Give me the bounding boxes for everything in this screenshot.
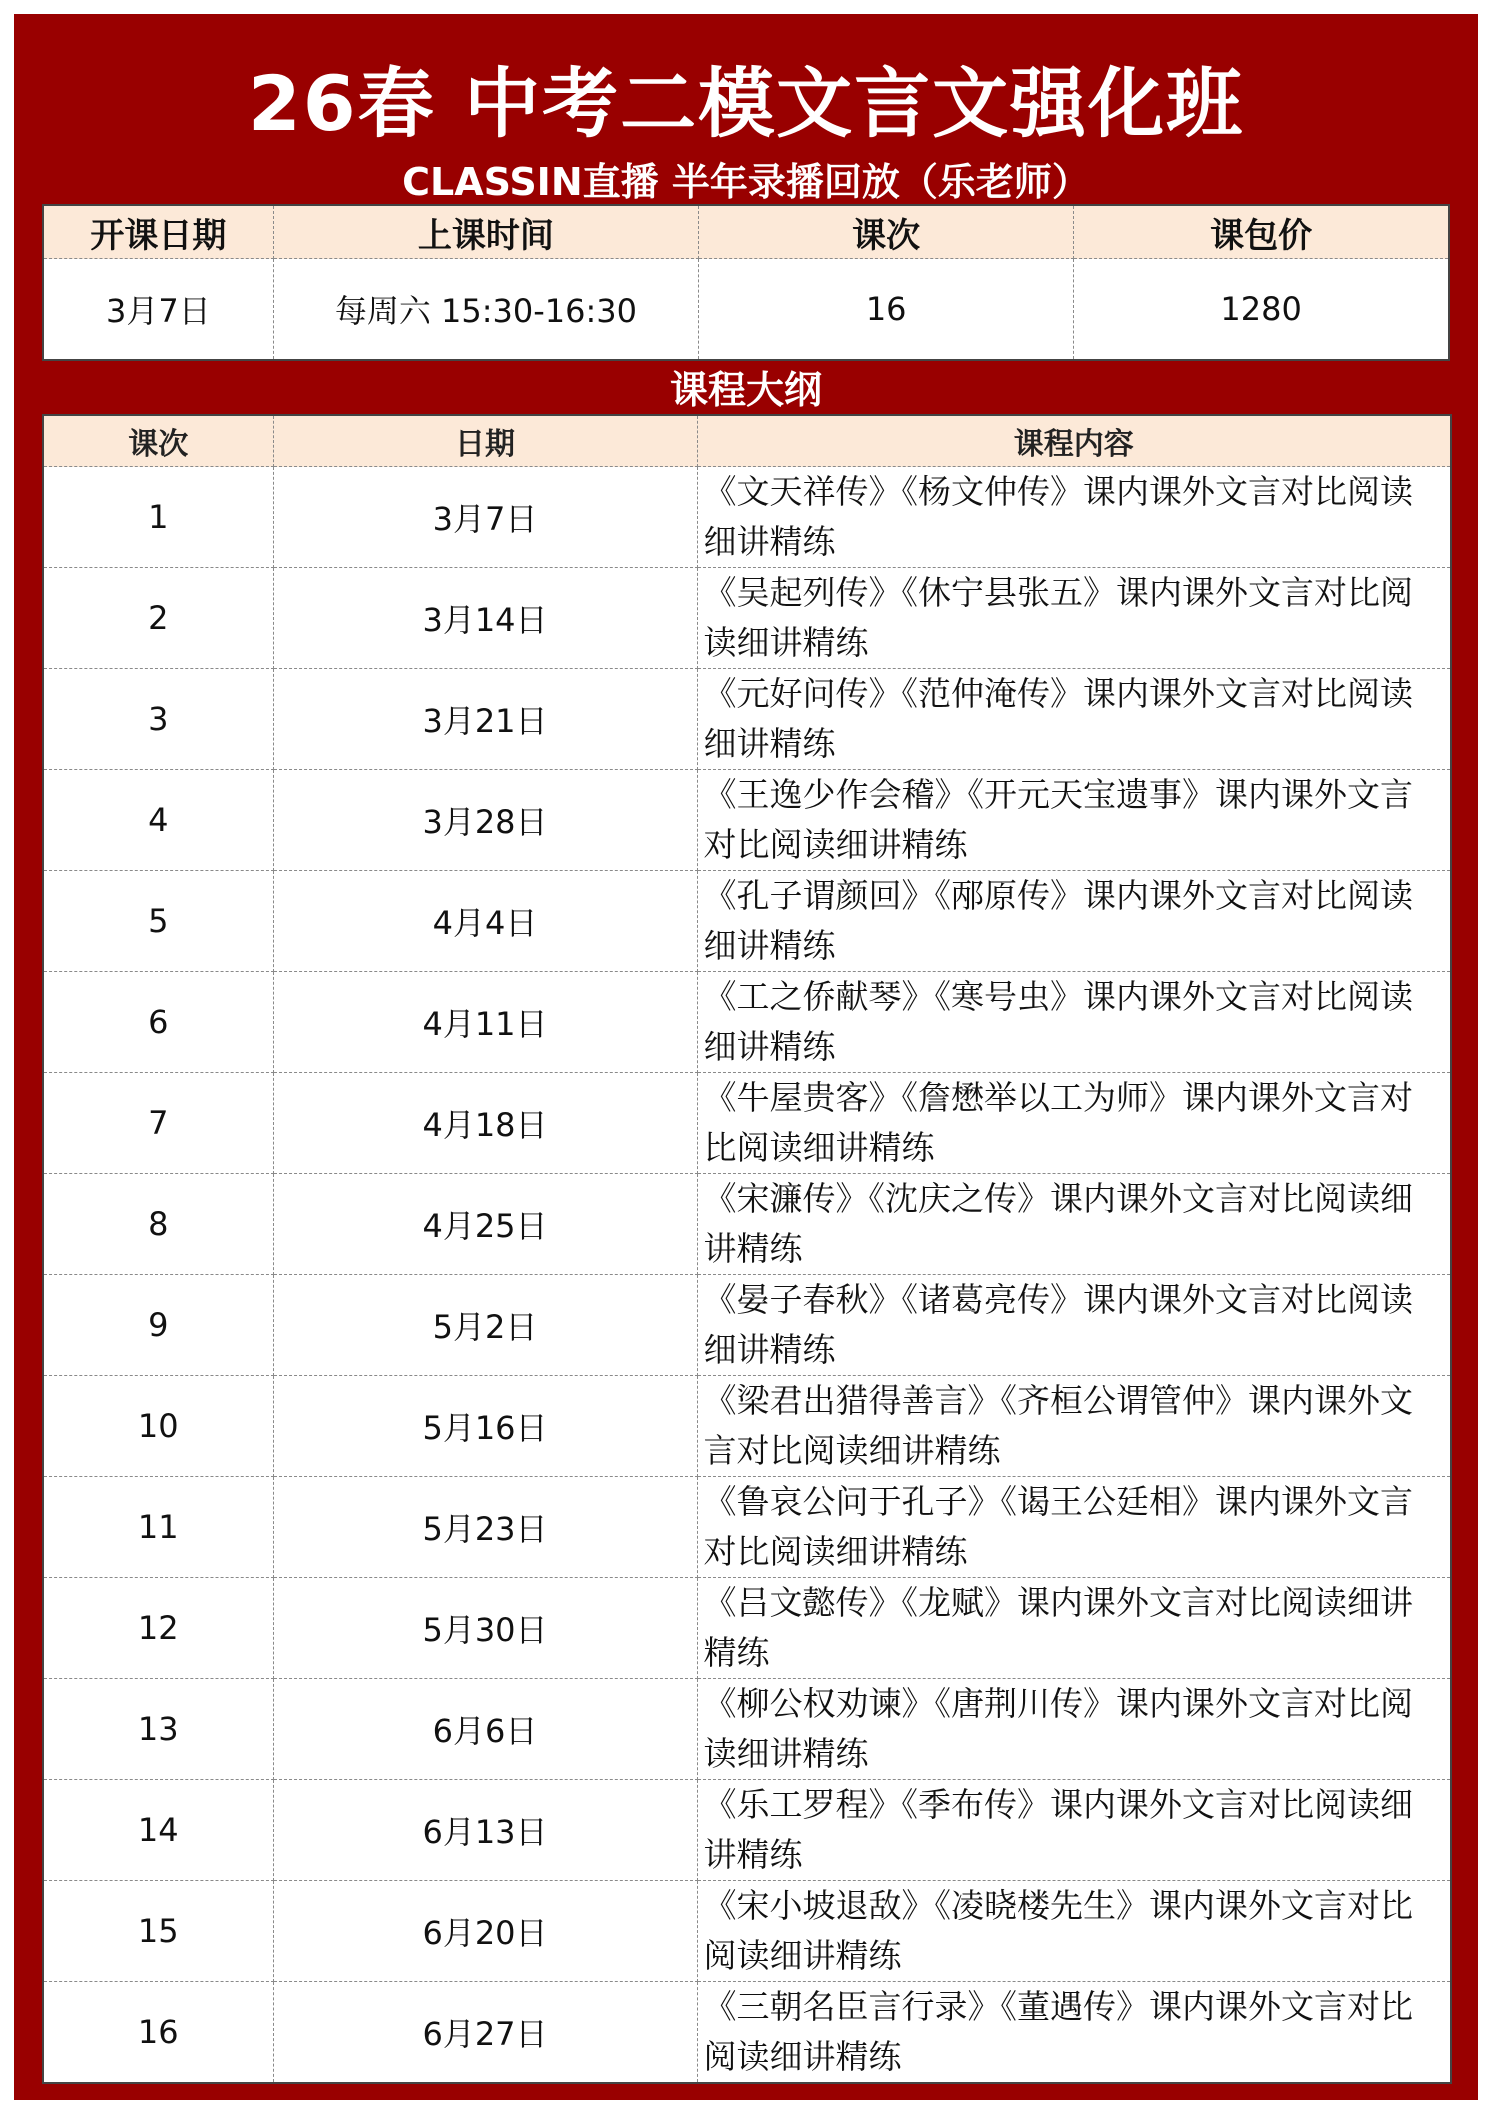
table-row — [43, 1376, 1451, 1477]
table-row — [43, 770, 1451, 871]
lesson-date: 5月2日 — [273, 1275, 697, 1376]
syllabus-header-no: 课次 — [43, 415, 273, 467]
info-class-time: 每周六 15:30-16:30 — [273, 259, 698, 361]
table-row — [43, 1174, 1451, 1275]
table-row — [43, 1477, 1451, 1578]
lesson-content: 《工之侨献琴》《寒号虫》课内课外文言对比阅读细讲精练 — [697, 972, 1451, 1073]
lesson-date: 4月4日 — [273, 871, 697, 972]
lesson-date: 4月18日 — [273, 1073, 697, 1174]
lesson-content: 《柳公权劝谏》《唐荆川传》课内课外文言对比阅读细讲精练 — [697, 1679, 1451, 1780]
page-subtitle: CLASSIN直播 半年录播回放（乐老师） — [402, 160, 1090, 204]
lesson-number: 9 — [43, 1275, 273, 1376]
lesson-number: 13 — [43, 1679, 273, 1780]
lesson-date: 5月23日 — [273, 1477, 697, 1578]
lesson-date: 3月7日 — [273, 467, 697, 568]
lesson-number: 14 — [43, 1780, 273, 1881]
table-row — [43, 871, 1451, 972]
lesson-date: 4月25日 — [273, 1174, 697, 1275]
table-row — [43, 1275, 1451, 1376]
lesson-content: 《晏子春秋》《诸葛亮传》课内课外文言对比阅读细讲精练 — [697, 1275, 1451, 1376]
lesson-number: 5 — [43, 871, 273, 972]
lesson-content: 《吴起列传》《休宁县张五》课内课外文言对比阅读细讲精练 — [697, 568, 1451, 669]
lesson-date: 3月14日 — [273, 568, 697, 669]
lesson-date: 3月28日 — [273, 770, 697, 871]
lesson-content: 《元好问传》《范仲淹传》课内课外文言对比阅读细讲精练 — [697, 669, 1451, 770]
lesson-date: 6月6日 — [273, 1679, 697, 1780]
table-row — [43, 669, 1451, 770]
table-row — [43, 1780, 1451, 1881]
syllabus-header-date: 日期 — [273, 415, 697, 467]
lesson-content: 《三朝名臣言行录》《董遇传》课内课外文言对比阅读细讲精练 — [697, 1982, 1451, 2084]
lesson-date: 6月13日 — [273, 1780, 697, 1881]
table-row — [43, 972, 1451, 1073]
table-row — [43, 1881, 1451, 1982]
info-sessions: 16 — [699, 259, 1074, 361]
lesson-number: 15 — [43, 1881, 273, 1982]
lesson-content: 《宋小坡退敌》《凌晓楼先生》课内课外文言对比阅读细讲精练 — [697, 1881, 1451, 1982]
lesson-number: 11 — [43, 1477, 273, 1578]
lesson-date: 3月21日 — [273, 669, 697, 770]
lesson-number: 4 — [43, 770, 273, 871]
class-info-table — [42, 204, 1450, 361]
lesson-number: 6 — [43, 972, 273, 1073]
lesson-number: 16 — [43, 1982, 273, 2084]
info-header-sessions: 课次 — [699, 205, 1074, 259]
lesson-content: 《王逸少作会稽》《开元天宝遗事》课内课外文言对比阅读细讲精练 — [697, 770, 1451, 871]
lesson-content: 《梁君出猎得善言》《齐桓公谓管仲》课内课外文言对比阅读细讲精练 — [697, 1376, 1451, 1477]
info-start-date: 3月7日 — [43, 259, 273, 361]
syllabus-title: 课程大纲 — [669, 368, 822, 412]
info-header-start-date: 开课日期 — [43, 205, 273, 259]
lesson-content: 《鲁哀公问于孔子》《谒王公廷相》课内课外文言对比阅读细讲精练 — [697, 1477, 1451, 1578]
page-title: 26春 中考二模文言文强化班 — [247, 59, 1245, 148]
info-value-row — [43, 259, 1449, 361]
lesson-content: 《孔子谓颜回》《邴原传》课内课外文言对比阅读细讲精练 — [697, 871, 1451, 972]
table-row — [43, 1679, 1451, 1780]
lesson-content: 《吕文懿传》《龙赋》课内课外文言对比阅读细讲精练 — [697, 1578, 1451, 1679]
table-row — [43, 1073, 1451, 1174]
lesson-content: 《乐工罗程》《季布传》课内课外文言对比阅读细讲精练 — [697, 1780, 1451, 1881]
lesson-content: 《牛屋贵客》《詹懋举以工为师》课内课外文言对比阅读细讲精练 — [697, 1073, 1451, 1174]
lesson-content: 《宋濂传》《沈庆之传》课内课外文言对比阅读细讲精练 — [697, 1174, 1451, 1275]
lesson-date: 6月20日 — [273, 1881, 697, 1982]
lesson-date: 5月30日 — [273, 1578, 697, 1679]
lesson-date: 6月27日 — [273, 1982, 697, 2084]
lesson-date: 5月16日 — [273, 1376, 697, 1477]
syllabus-header-row — [43, 415, 1451, 467]
lesson-number: 1 — [43, 467, 273, 568]
table-row — [43, 467, 1451, 568]
lesson-date: 4月11日 — [273, 972, 697, 1073]
lesson-number: 12 — [43, 1578, 273, 1679]
syllabus-body — [43, 467, 1451, 2084]
poster-frame — [14, 14, 1478, 2100]
table-row — [43, 1578, 1451, 1679]
syllabus-header-content: 课程内容 — [697, 415, 1451, 467]
syllabus-table — [42, 414, 1452, 2084]
lesson-number: 10 — [43, 1376, 273, 1477]
table-row — [43, 568, 1451, 669]
info-price: 1280 — [1074, 259, 1449, 361]
info-header-row — [43, 205, 1449, 259]
lesson-number: 3 — [43, 669, 273, 770]
table-row — [43, 1982, 1451, 2084]
lesson-number: 8 — [43, 1174, 273, 1275]
info-header-class-time: 上课时间 — [273, 205, 698, 259]
lesson-number: 2 — [43, 568, 273, 669]
info-header-price: 课包价 — [1074, 205, 1449, 259]
lesson-number: 7 — [43, 1073, 273, 1174]
lesson-content: 《文天祥传》《杨文仲传》课内课外文言对比阅读细讲精练 — [697, 467, 1451, 568]
